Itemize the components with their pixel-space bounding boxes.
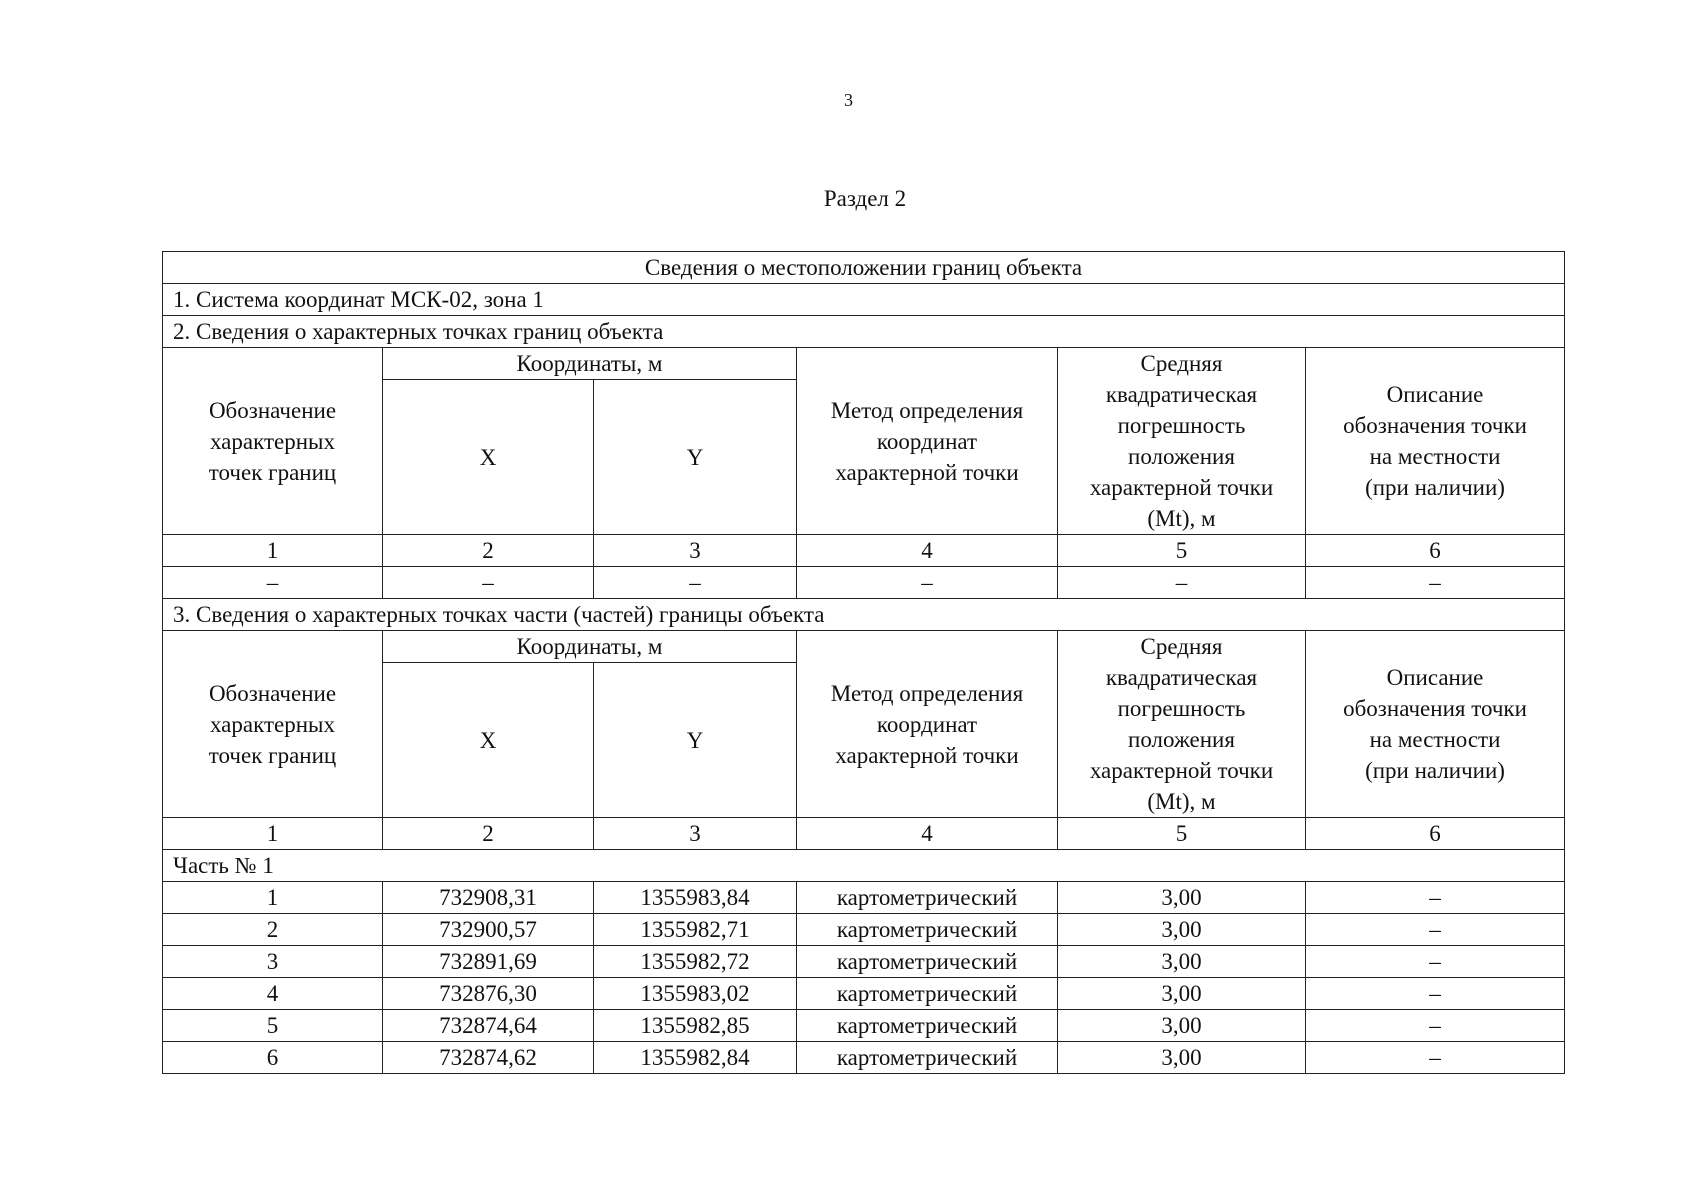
header-method: [797, 631, 1058, 818]
point-cell: 2: [163, 914, 383, 946]
table-row: [163, 1010, 1565, 1042]
description-cell: –: [1306, 1042, 1565, 1074]
empty-cell: –: [383, 567, 594, 599]
header-method-line: Метод определения: [830, 680, 1024, 706]
point-cell: 6: [163, 1042, 383, 1074]
x-cell: 732891,69: [383, 946, 594, 978]
point-cell: 5: [163, 1010, 383, 1042]
header-description-line: обозначения точки: [1343, 696, 1527, 721]
table-row: [163, 914, 1565, 946]
section3-title: 3. Сведения о характерных точках части (частей) границы объекта: [163, 599, 1565, 631]
header-x: X: [383, 663, 594, 818]
column-number: 4: [797, 535, 1058, 567]
point-cell: 4: [163, 978, 383, 1010]
error-cell: 3,00: [1058, 1010, 1306, 1042]
header-y: Y: [594, 380, 797, 535]
header-error-line: (Mt), м: [1147, 789, 1216, 814]
table-row: [163, 1042, 1565, 1074]
section3-column-numbers: [163, 818, 1565, 850]
part-label: Часть № 1: [163, 850, 1565, 882]
section3-title-row: [163, 599, 1565, 631]
header-designation: [163, 348, 383, 535]
header-error-line: характерной точки: [1089, 758, 1274, 783]
table-title-row: [163, 252, 1565, 284]
column-number: 2: [383, 535, 594, 567]
coord-system-row: [163, 284, 1565, 316]
table-row: [163, 946, 1565, 978]
description-cell: –: [1306, 882, 1565, 914]
header-designation-line: точек границ: [208, 459, 337, 485]
table-row: [163, 882, 1565, 914]
header-error-line: погрешность: [1117, 696, 1246, 721]
header-error-line: погрешность: [1117, 413, 1246, 438]
page-number: 3: [844, 90, 853, 110]
header-error-line: квадратическая: [1105, 382, 1258, 407]
empty-cell: –: [1058, 567, 1306, 599]
column-number: 6: [1306, 818, 1565, 850]
empty-cell: –: [1306, 567, 1565, 599]
header-method-line: координат: [876, 711, 978, 737]
y-cell: 1355982,85: [594, 1010, 797, 1042]
coord-system: 1. Система координат МСК-02, зона 1: [163, 284, 1565, 316]
column-number: 2: [383, 818, 594, 850]
part-label-row: [163, 850, 1565, 882]
header-error-line: (Mt), м: [1147, 506, 1216, 531]
header-description-line: на местности: [1369, 727, 1501, 752]
header-description-line: (при наличии): [1365, 758, 1505, 783]
method-cell: картометрический: [797, 914, 1058, 946]
header-coordinates: Координаты, м: [383, 631, 797, 663]
header-error-line: положения: [1128, 727, 1235, 752]
method-cell: картометрический: [797, 1010, 1058, 1042]
header-coordinates: Координаты, м: [383, 348, 797, 380]
column-number: 3: [594, 818, 797, 850]
header-description-line: (при наличии): [1365, 475, 1505, 500]
header-description: [1306, 631, 1565, 818]
header-description-line: на местности: [1369, 444, 1501, 469]
header-method-line: Метод определения: [830, 397, 1024, 423]
header-designation-line: точек границ: [208, 742, 337, 768]
header-error-line: положения: [1128, 444, 1235, 469]
description-cell: –: [1306, 978, 1565, 1010]
header-designation-line: Обозначение: [208, 397, 337, 423]
header-error: [1058, 348, 1306, 535]
method-cell: картометрический: [797, 978, 1058, 1010]
header-designation-line: характерных: [209, 711, 335, 737]
section2-column-numbers: [163, 535, 1565, 567]
column-number: 5: [1058, 535, 1306, 567]
header-description-line: обозначения точки: [1343, 413, 1527, 438]
header-error-line: квадратическая: [1105, 665, 1258, 690]
description-cell: –: [1306, 1010, 1565, 1042]
header-error: [1058, 631, 1306, 818]
section2-empty-row: [163, 567, 1565, 599]
header-y: Y: [594, 663, 797, 818]
section-title: Раздел 2: [823, 186, 907, 211]
column-number: 6: [1306, 535, 1565, 567]
point-cell: 1: [163, 882, 383, 914]
x-cell: 732900,57: [383, 914, 594, 946]
column-number: 1: [163, 818, 383, 850]
header-description-line: Описание: [1386, 665, 1484, 690]
header-designation: [163, 631, 383, 818]
error-cell: 3,00: [1058, 914, 1306, 946]
section3-header-row: [163, 631, 1565, 663]
x-cell: 732908,31: [383, 882, 594, 914]
x-cell: 732876,30: [383, 978, 594, 1010]
empty-cell: –: [797, 567, 1058, 599]
header-designation-line: Обозначение: [208, 680, 337, 706]
x-cell: 732874,62: [383, 1042, 594, 1074]
y-cell: 1355982,72: [594, 946, 797, 978]
table-title: Сведения о местоположении границ объекта: [163, 252, 1565, 284]
section2-header-row: [163, 348, 1565, 380]
method-cell: картометрический: [797, 946, 1058, 978]
header-method-line: координат: [876, 428, 978, 454]
column-number: 3: [594, 535, 797, 567]
header-x: X: [383, 380, 594, 535]
error-cell: 3,00: [1058, 882, 1306, 914]
y-cell: 1355983,84: [594, 882, 797, 914]
section2-title-row: [163, 316, 1565, 348]
column-number: 1: [163, 535, 383, 567]
error-cell: 3,00: [1058, 946, 1306, 978]
header-description-line: Описание: [1386, 382, 1484, 407]
error-cell: 3,00: [1058, 1042, 1306, 1074]
boundary-table: [162, 251, 1565, 1074]
column-number: 5: [1058, 818, 1306, 850]
column-number: 4: [797, 818, 1058, 850]
header-description: [1306, 348, 1565, 535]
description-cell: –: [1306, 914, 1565, 946]
empty-cell: –: [163, 567, 383, 599]
section2-title: 2. Сведения о характерных точках границ объекта: [163, 316, 1565, 348]
method-cell: картометрический: [797, 1042, 1058, 1074]
header-method: [797, 348, 1058, 535]
description-cell: –: [1306, 946, 1565, 978]
y-cell: 1355982,84: [594, 1042, 797, 1074]
x-cell: 732874,64: [383, 1010, 594, 1042]
header-designation-line: характерных: [209, 428, 335, 454]
error-cell: 3,00: [1058, 978, 1306, 1010]
point-cell: 3: [163, 946, 383, 978]
empty-cell: –: [594, 567, 797, 599]
header-error-line: Средняя: [1140, 351, 1223, 376]
header-error-line: Средняя: [1140, 634, 1223, 659]
header-error-line: характерной точки: [1089, 475, 1274, 500]
header-method-line: характерной точки: [835, 742, 1019, 768]
table-row: [163, 978, 1565, 1010]
y-cell: 1355983,02: [594, 978, 797, 1010]
y-cell: 1355982,71: [594, 914, 797, 946]
header-method-line: характерной точки: [835, 459, 1019, 485]
method-cell: картометрический: [797, 882, 1058, 914]
